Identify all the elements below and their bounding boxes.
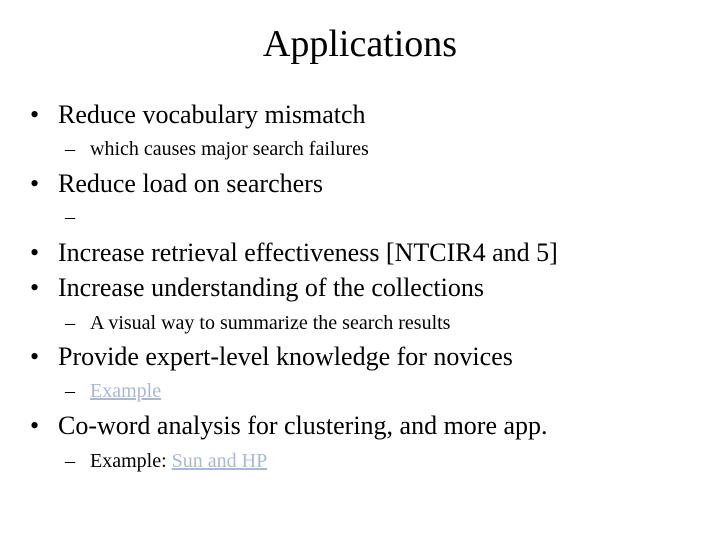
bullet-marker: • (30, 169, 40, 198)
dash-marker: – (65, 450, 75, 472)
sub-bullet-item (65, 379, 161, 403)
bullet-item (30, 237, 558, 269)
bullet-marker: • (30, 238, 40, 267)
bullet-text: Reduce load on searchers (58, 169, 323, 198)
bullet-text: Co-word analysis for clustering, and more app. (58, 411, 548, 440)
sub-bullet-prefix: Example: (90, 450, 172, 472)
sub-bullet-text: A visual way to summarize the search results (90, 312, 451, 334)
sun-and-hp-link[interactable]: Sun and HP (171, 450, 268, 472)
bullet-text: Provide expert-level knowledge for novices (58, 342, 513, 371)
sub-bullet-item (65, 311, 450, 335)
dash-marker: – (65, 206, 75, 228)
bullet-item (30, 99, 366, 131)
example-link[interactable]: Example (90, 380, 162, 402)
sub-bullet-item (65, 137, 369, 161)
bullet-text: Reduce vocabulary mismatch (58, 100, 366, 129)
bullet-text: Increase retrieval effectiveness [NTCIR4 and 5] (58, 238, 558, 267)
bullet-item (30, 341, 513, 373)
bullet-marker: • (30, 411, 40, 440)
bullet-item (30, 272, 484, 304)
sub-bullet-text: which causes major search failures (90, 138, 369, 160)
sub-bullet-item (65, 449, 267, 473)
bullet-text: Increase understanding of the collections (58, 273, 484, 302)
bullet-marker: • (30, 342, 40, 371)
dash-marker: – (65, 380, 75, 402)
dash-marker: – (65, 138, 75, 160)
slide-title: Applications (262, 23, 458, 65)
bullet-marker: • (30, 273, 40, 302)
bullet-item (30, 168, 323, 200)
sub-bullet-item (65, 205, 90, 229)
bullet-item (30, 410, 548, 442)
bullet-marker: • (30, 100, 40, 129)
dash-marker: – (65, 312, 75, 334)
